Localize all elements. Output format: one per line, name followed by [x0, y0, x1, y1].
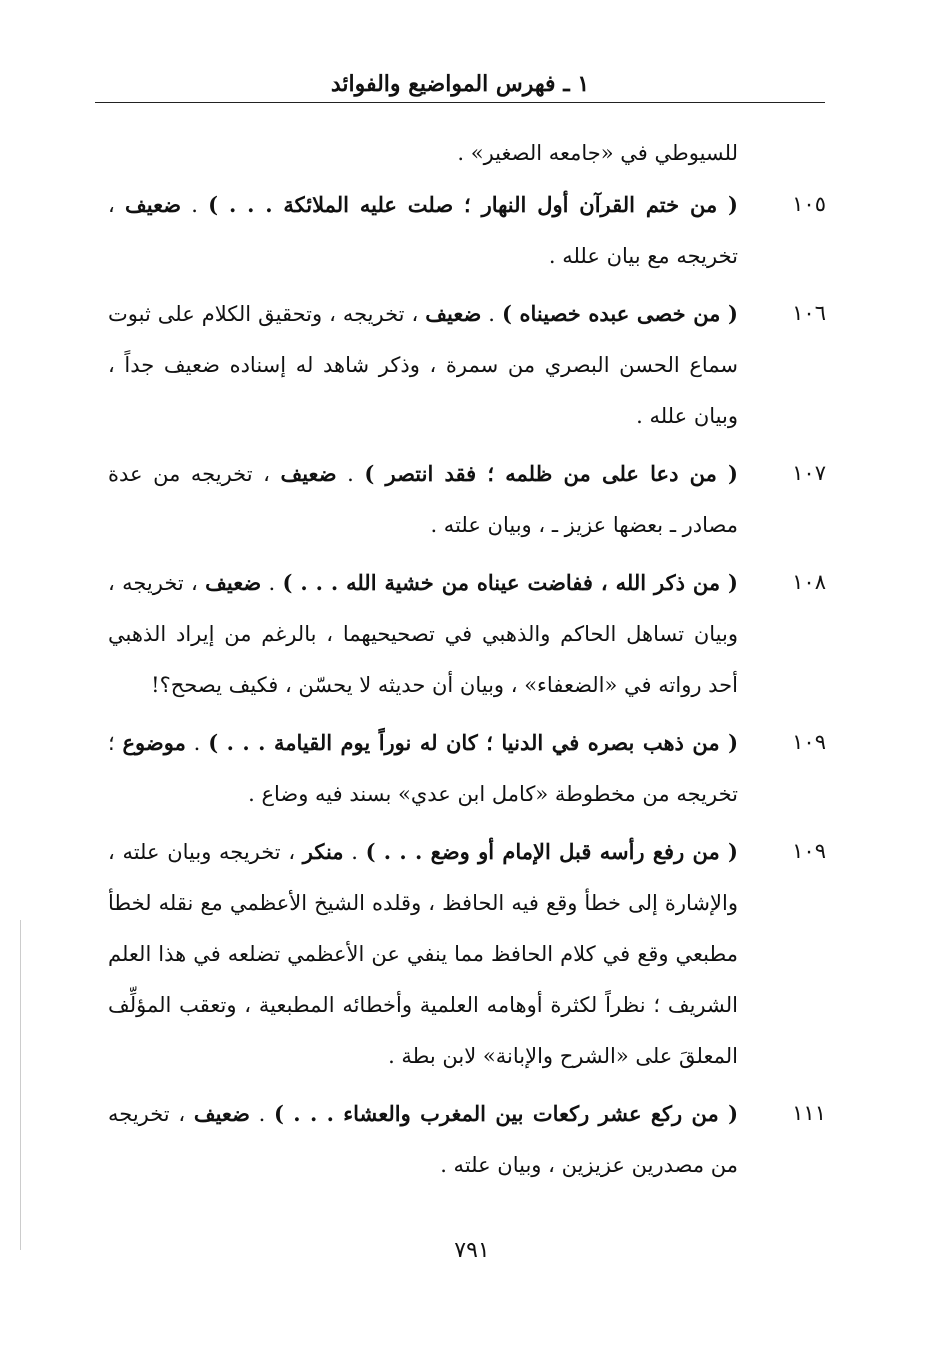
- index-entry: [108, 288, 828, 442]
- hadith-grade: ضعيف: [425, 301, 482, 326]
- entry-number: ١٠٩: [792, 730, 826, 754]
- hadith-grade: ضعيف: [125, 192, 182, 217]
- entry-comment: ، تخريجه وبيان علته ، والإشارة إلى خطأ وقع فيه الحافظ ، وقلده الشيخ الأعظمي مع نقله لخطأ مطبعي وقع في كلام الحافظ مما ينفي عن الأعظمي تضلعه في هذا العلم الشريف ؛ نظراً لكثرة أوهامه العلمية وأخطائه المطبعية ، وتعقب المؤلِّف المعلقَ على «الشرح والإبانة» لابن بطة .: [108, 840, 738, 1068]
- hadith-text: ( من رفع رأسه قبل الإمام أو وضع . . . ): [365, 839, 738, 864]
- hadith-text: ( من ختم القرآن أول النهار ؛ صلت عليه الملائكة . . . ): [208, 192, 738, 217]
- entry-comment: ، تخريجه ، وتحقيق الكلام على ثبوت سماع الحسن البصري من سمرة ، وذكر شاهد له إسناده ضعيف جداً ، وبيان علله .: [108, 302, 738, 428]
- entry-body: ( من ختم القرآن أول النهار ؛ صلت عليه الملائكة . . . ) . ضعيف ، تخريجه مع بيان علله .: [108, 192, 738, 268]
- index-entry: [108, 179, 828, 282]
- index-entry: [108, 826, 828, 1082]
- entry-comment: ، تخريجه مع بيان علله .: [108, 193, 738, 268]
- entry-number: ١٠٦: [792, 301, 826, 325]
- continuation-text: للسيوطي في «جامعه الصغير» .: [457, 141, 738, 165]
- page-header-title: ١ ـ فهرس المواضيع والفوائد: [330, 71, 590, 97]
- hadith-grade: موضوع: [122, 730, 186, 755]
- entry-body: ( من ركع عشر ركعات بين المغرب والعشاء . . . ) . ضعيف ، تخريجه من مصدرين عزيزين ، وبيان علته .: [108, 1101, 738, 1177]
- entry-number: ١٠٧: [792, 461, 826, 485]
- hadith-text: ( من ركع عشر ركعات بين المغرب والعشاء . . . ): [274, 1101, 738, 1126]
- index-entry: [108, 1088, 828, 1191]
- hadith-text: ( من ذكر الله ، ففاضت عيناه من خشية الله . . . ): [282, 570, 738, 595]
- entry-body: ( من ذكر الله ، ففاضت عيناه من خشية الله . . . ) . ضعيف ، تخريجه ، وبيان تساهل الحاكم والذهبي في تصحيحيهما ، بالرغم من إيراد الذهبي أحد رواته في «الضعفاء» ، وبيان أن حديثه لا يحسّن ، فكيف يصحح؟!: [108, 570, 738, 697]
- entry-body: ( من ذهب بصره في الدنيا ؛ كان له نوراً يوم القيامة . . . ) . موضوع ؛ تخريجه من مخطوطة «كامل ابن عدي» بسند فيه وضاع .: [108, 730, 738, 806]
- entry-comment: ، تخريجه ، وبيان تساهل الحاكم والذهبي في تصحيحيهما ، بالرغم من إيراد الذهبي أحد رواته في «الضعفاء» ، وبيان أن حديثه لا يحسّن ، فكيف يصحح؟!: [108, 571, 738, 697]
- hadith-grade: ضعيف: [205, 570, 262, 595]
- entry-number: ١٠٨: [792, 570, 826, 594]
- entry-number: ١١١: [792, 1101, 826, 1125]
- entry-number: ١٠٥: [792, 192, 826, 216]
- entry-body: ( من رفع رأسه قبل الإمام أو وضع . . . ) . منكر ، تخريجه وبيان علته ، والإشارة إلى خطأ وقع فيه الحافظ ، وقلده الشيخ الأعظمي مع نقله لخطأ مطبعي وقع في كلام الحافظ مما ينفي عن الأعظمي تضلعه في هذا العلم الشريف ؛ نظراً لكثرة أوهامه العلمية وأخطائه المطبعية ، وتعقب المؤلِّف المعلقَ على «الشرح والإبانة» لابن بطة .: [108, 839, 738, 1068]
- hadith-grade: منكر: [302, 839, 344, 864]
- entry-comment: ، تخريجه من عدة مصادر ـ بعضها عزيز ـ ، وبيان علته .: [108, 462, 738, 537]
- header-rule: [95, 102, 825, 103]
- hadith-text: ( من ذهب بصره في الدنيا ؛ كان له نوراً يوم القيامة . . . ): [208, 730, 738, 755]
- margin-line: [20, 920, 21, 1250]
- hadith-text: ( من خصى عبده خصيناه ): [501, 301, 738, 326]
- index-entry: [108, 717, 828, 820]
- entry-body: ( من دعا على من ظلمه ؛ فقد انتصر ) . ضعيف ، تخريجه من عدة مصادر ـ بعضها عزيز ـ ، وبيان علته .: [108, 461, 738, 537]
- hadith-text: ( من دعا على من ظلمه ؛ فقد انتصر ): [364, 461, 738, 486]
- hadith-grade: ضعيف: [280, 461, 337, 486]
- hadith-grade: ضعيف: [193, 1101, 250, 1126]
- index-entry: [108, 448, 828, 551]
- entry-comment: ؛ تخريجه من مخطوطة «كامل ابن عدي» بسند فيه وضاع .: [108, 731, 738, 806]
- page-number: ٧٩١: [454, 1238, 490, 1263]
- entry-comment: ، تخريجه من مصدرين عزيزين ، وبيان علته .: [108, 1102, 738, 1177]
- index-entries: [108, 128, 828, 1197]
- entry-body: ( من خصى عبده خصيناه ) . ضعيف ، تخريجه ، وتحقيق الكلام على ثبوت سماع الحسن البصري من سمرة ، وذكر شاهد له إسناده ضعيف جداً ، وبيان علله .: [108, 301, 738, 428]
- index-entry: [108, 557, 828, 711]
- entry-number: ١٠٩: [792, 839, 826, 863]
